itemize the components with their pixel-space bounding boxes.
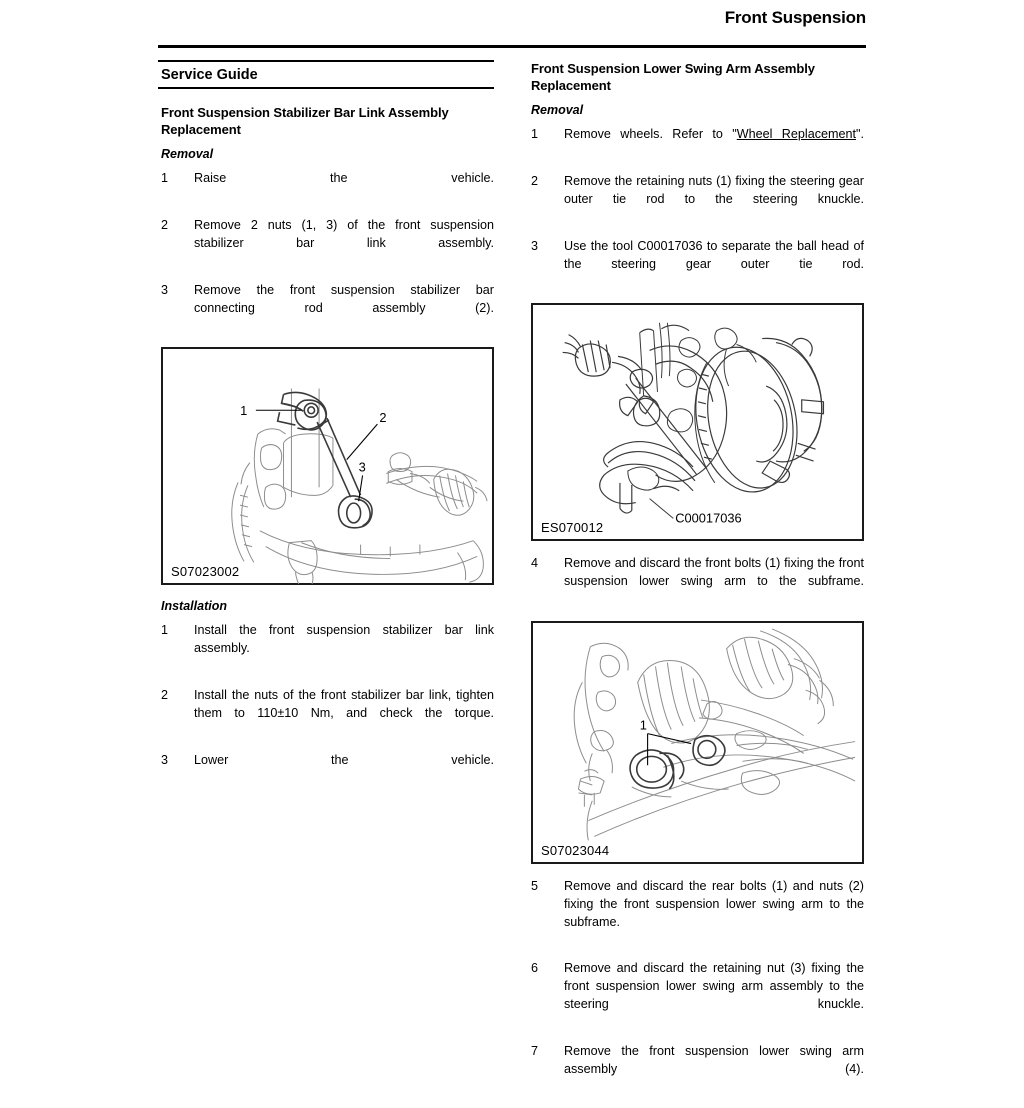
removal-steps-left [158, 170, 494, 335]
step-number: 7 [531, 1043, 539, 1058]
removal-steps-right-bottom [528, 878, 864, 1097]
step-number: 1 [531, 127, 539, 142]
step-text: Remove the front suspension lower swing arm assembly (4). [564, 1043, 864, 1076]
list-item [158, 282, 494, 336]
stabilizer-bar-link-procedure-title: Front Suspension Stabilizer Bar Link Assembly Replacement [161, 105, 449, 138]
figure-stabilizer-bar-link-drawing [163, 349, 492, 584]
removal-steps-right-top [528, 126, 864, 291]
installation-steps [158, 622, 494, 787]
list-item [528, 878, 864, 950]
figure-caption: S07023002 [171, 564, 240, 580]
figure-swing-arm-bolt [531, 621, 864, 864]
list-item [528, 126, 864, 162]
callout-3-left-figure: 3 [358, 459, 366, 475]
step-number: 1 [161, 623, 169, 638]
page-title: Front Suspension [724, 8, 866, 27]
list-item [158, 217, 494, 271]
step-text: Remove the front suspension stabilizer bar connecting rod assembly (2). [194, 282, 494, 315]
step-number: 2 [161, 218, 169, 233]
step-text: Install the front suspension stabilizer bar link assembly. [194, 623, 494, 656]
step-number: 2 [531, 174, 539, 189]
step-number: 2 [161, 687, 169, 702]
list-item [158, 170, 494, 206]
service-guide-band [158, 60, 494, 89]
step-text: Remove the retaining nuts (1) fixing the steering gear outer tie rod to the steering knuckle. [564, 174, 864, 206]
list-item [158, 622, 494, 676]
step-number: 4 [531, 556, 539, 571]
list-item [158, 752, 494, 788]
step-text-before: Remove wheels. Refer to " [564, 127, 737, 142]
removal-heading-left: Removal [161, 147, 214, 162]
step-number: 5 [531, 878, 539, 893]
step-number: 3 [161, 752, 169, 767]
header-rule [158, 45, 866, 48]
tool-number-label: C00017036 [675, 510, 742, 526]
step-number: 1 [161, 171, 169, 186]
list-item [528, 960, 864, 1032]
list-item [528, 173, 864, 227]
step-text: Remove 2 nuts (1, 3) of the front suspension stabilizer bar link assembly. [194, 218, 494, 250]
right-column [528, 60, 864, 1108]
figure-stabilizer-bar-link [161, 347, 494, 585]
callout-2-left-figure: 2 [379, 410, 387, 426]
removal-step-four [528, 555, 864, 609]
figure-caption: S07023044 [541, 842, 610, 858]
callout-1-left-figure: 1 [240, 403, 248, 419]
step-text: Remove and discard the retaining nut (3) fixing the front suspension lower swing arm assembly to the steering knuckle. [564, 961, 864, 1012]
page-header [158, 8, 866, 28]
step-text: Raise the vehicle. [194, 171, 494, 186]
step-text: Lower the vehicle. [194, 752, 494, 767]
step-number: 3 [531, 238, 539, 253]
left-column [158, 60, 494, 798]
figure-caption: ES070012 [541, 520, 604, 536]
list-item [528, 238, 864, 292]
list-item [158, 687, 494, 741]
list-item [528, 555, 864, 609]
step-text: Remove and discard the front bolts (1) fixing the front suspension lower swing arm to the subframe. [564, 556, 864, 589]
lower-swing-arm-procedure-title: Front Suspension Lower Swing Arm Assembly Replacement [531, 61, 815, 94]
wheel-replacement-link[interactable]: Wheel Replacement [736, 127, 856, 142]
figure-knuckle-tool [531, 303, 864, 541]
step-text-after: ". [856, 127, 864, 142]
removal-heading-right: Removal [531, 103, 584, 118]
step-text: Use the tool C00017036 to separate the ball head of the steering gear outer tie rod. [564, 238, 864, 271]
installation-heading: Installation [161, 599, 227, 614]
step-text [564, 126, 864, 162]
step-number: 3 [161, 282, 169, 297]
callout-1-swing-arm-figure: 1 [639, 717, 647, 733]
service-guide-title: Service Guide [161, 67, 258, 83]
figure-knuckle-tool-drawing [533, 305, 862, 540]
step-number: 6 [531, 961, 539, 976]
step-text: Remove and discard the rear bolts (1) and nuts (2) fixing the front suspension lower swing arm to the subframe. [564, 878, 864, 929]
list-item [528, 1043, 864, 1097]
step-text: Install the nuts of the front stabilizer bar link, tighten them to 110±10 Nm, and check the torque. [194, 687, 494, 720]
figure-swing-arm-bolt-drawing [533, 623, 862, 863]
